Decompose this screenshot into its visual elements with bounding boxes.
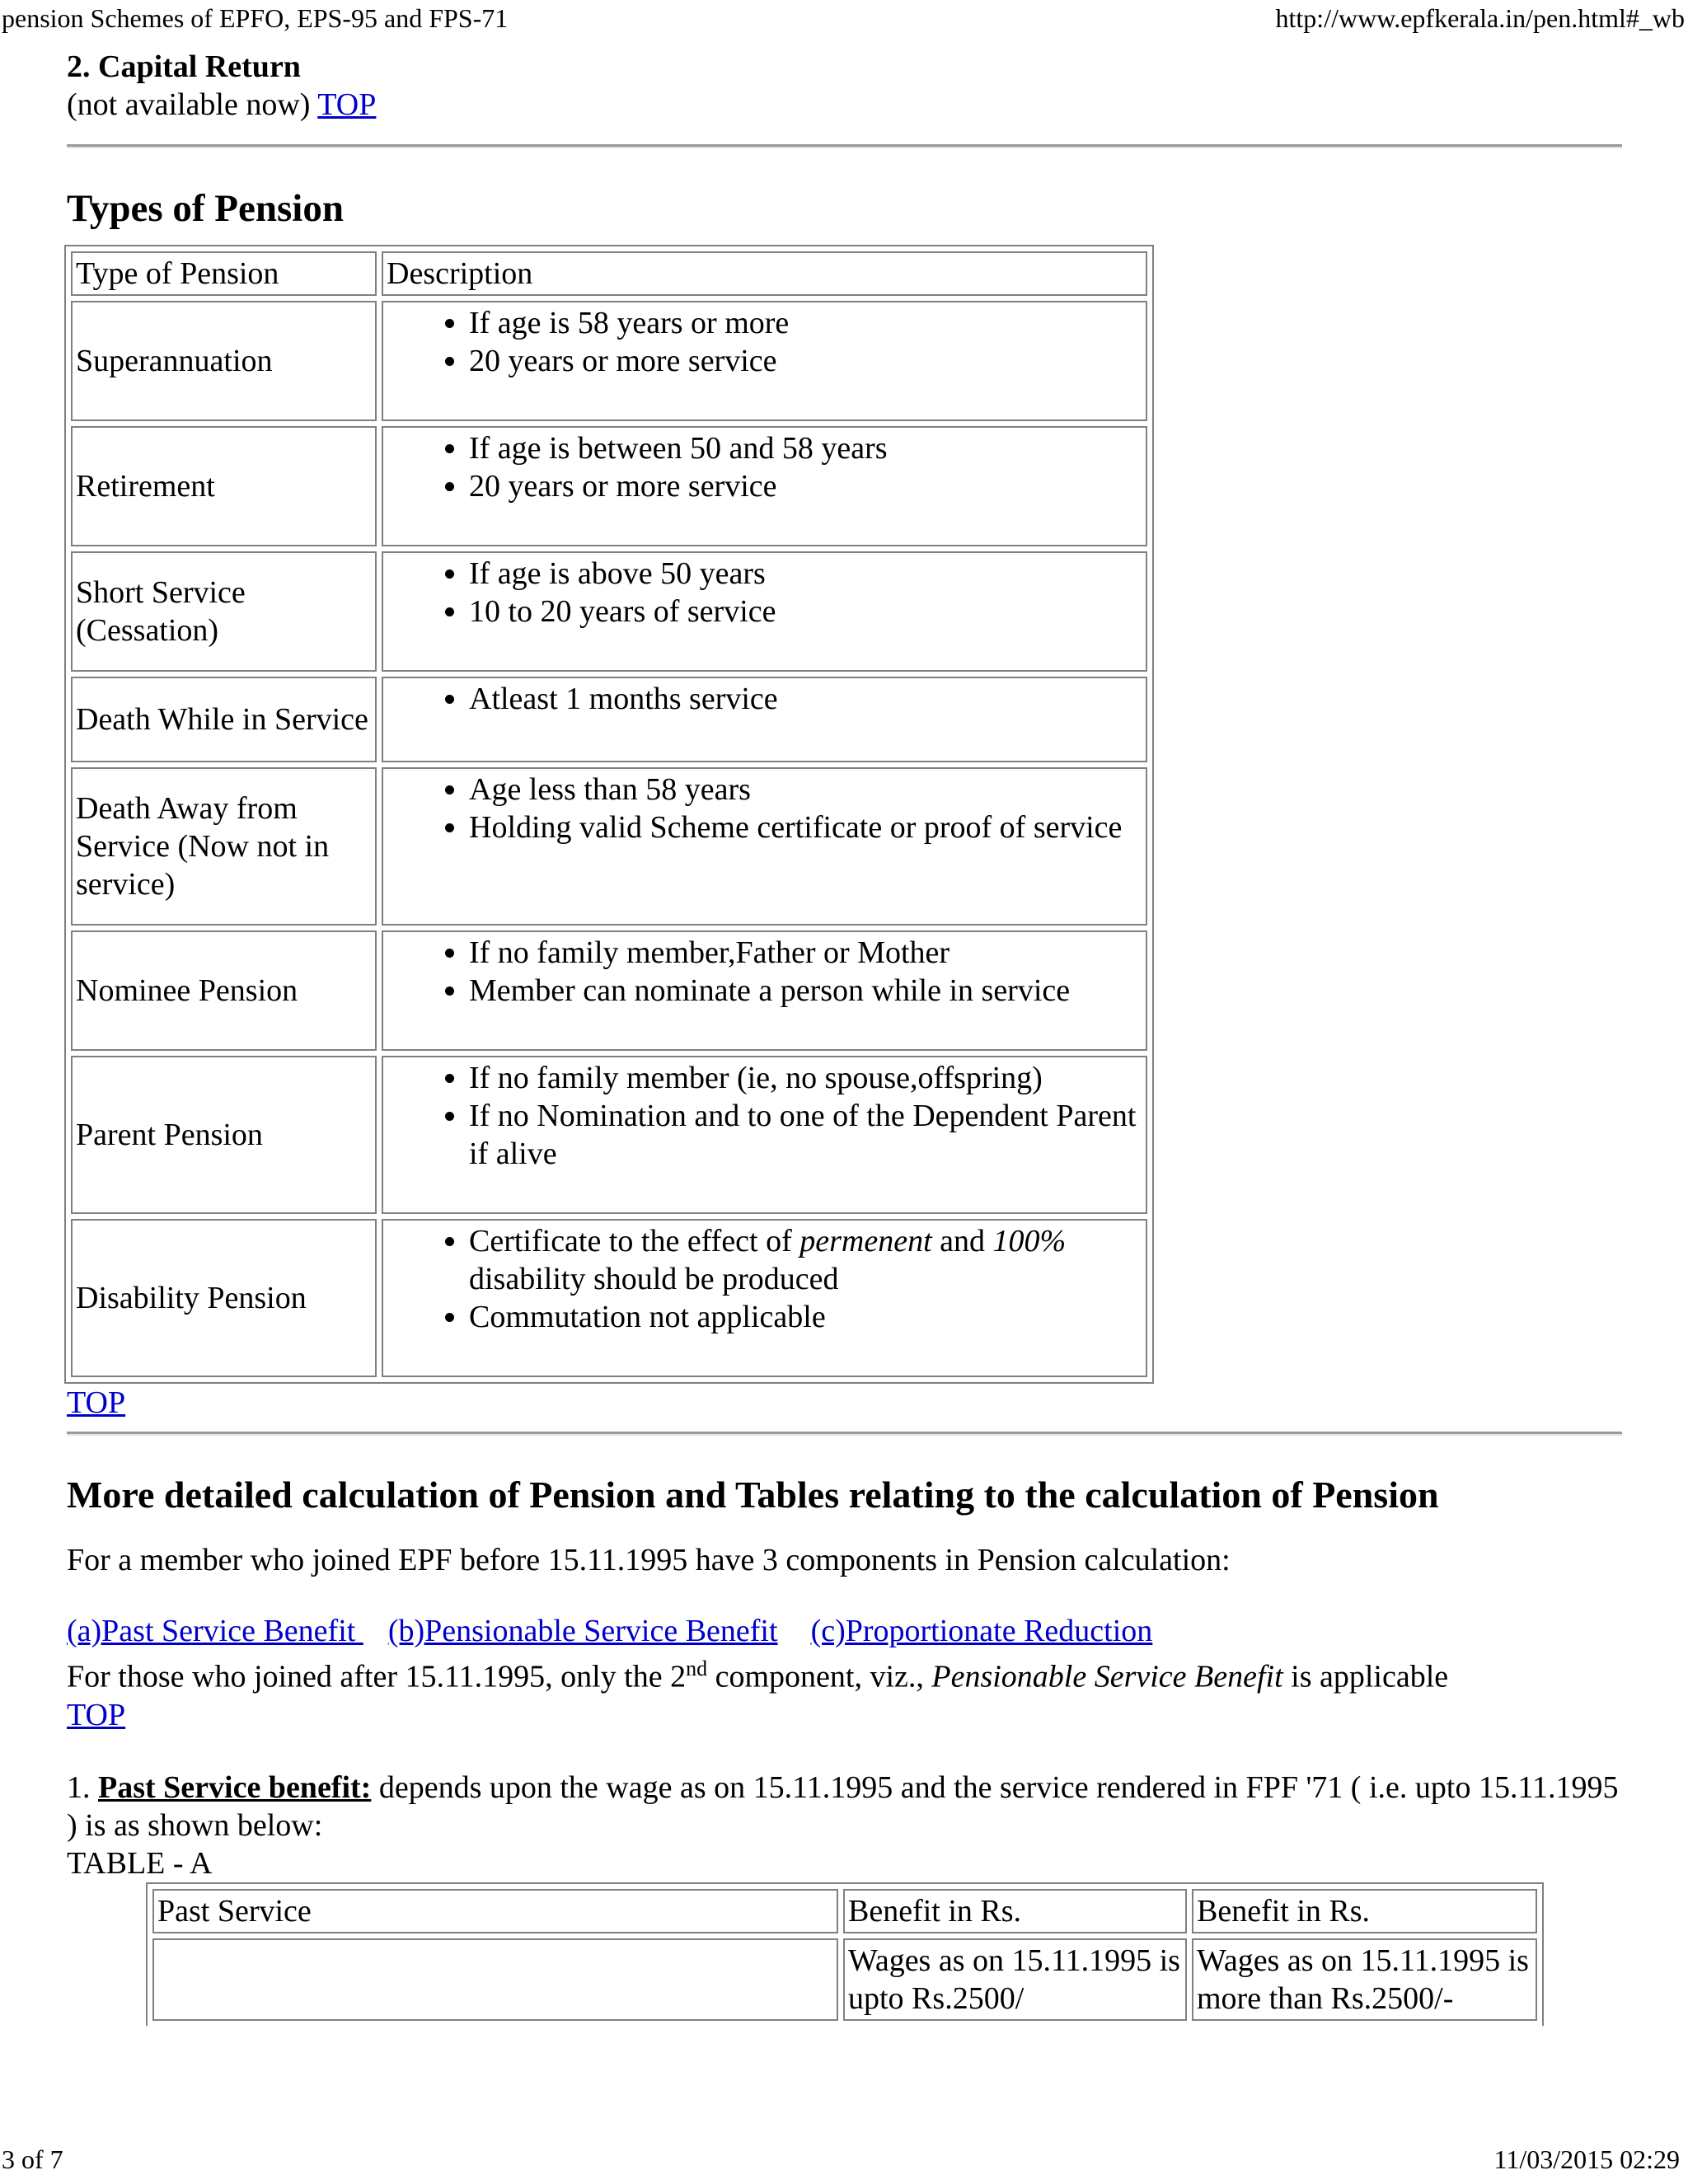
list-item: • 20 years or more service (469, 467, 1142, 505)
col-header-benefit: Benefit in Rs. (1192, 1889, 1537, 1933)
pension-type-cell: Disability Pension (71, 1219, 377, 1377)
table-cell (152, 1938, 838, 2021)
text-run: For those who joined after 15.11.1995, only the 2 (67, 1659, 687, 1694)
table-a (146, 1882, 1544, 2026)
pension-type-cell: Retirement (71, 426, 377, 546)
item-number: 1. (67, 1769, 98, 1805)
component-links (67, 1612, 1625, 1650)
print-header-title: pension Schemes of EPFO, EPS-95 and FPS-71 (2, 3, 509, 33)
table-header-row (152, 1889, 1537, 1933)
text-run: disability should be produced (469, 1262, 839, 1296)
list-item: • Holding valid Scheme certificate or proof of service (469, 808, 1142, 846)
table-row (71, 1056, 1147, 1214)
superscript: nd (686, 1657, 708, 1680)
table-row (71, 767, 1147, 926)
list-item (469, 1222, 1142, 1298)
list-item: • If no Nomination and to one of the Dependent Parent if alive (469, 1097, 1142, 1173)
table-a-label: TABLE - A (67, 1845, 213, 1881)
list-item: • Member can nominate a person while in service (469, 972, 1142, 1010)
col-header-type: Type of Pension (71, 251, 377, 296)
table-row (71, 301, 1147, 421)
table-row (71, 1219, 1147, 1377)
list-item: • 10 to 20 years of service (469, 593, 1142, 630)
emphasis-text: permenent (799, 1224, 932, 1258)
text-run: component, viz., (707, 1659, 932, 1694)
top-link[interactable]: TOP (67, 1385, 126, 1420)
list-item: • If no family member,Father or Mother (469, 934, 1142, 972)
list-item: • Atleast 1 months service (469, 680, 1142, 718)
page-content (67, 48, 1625, 2026)
past-service-paragraph (67, 1769, 1625, 1844)
list-item: • If age is between 50 and 58 years (469, 429, 1142, 467)
pension-type-cell: Parent Pension (71, 1056, 377, 1214)
description-cell (382, 677, 1147, 762)
col-header-benefit: Benefit in Rs. (843, 1889, 1187, 1933)
capital-return-note: (not available now) (67, 87, 311, 122)
description-cell (382, 1056, 1147, 1214)
pension-type-cell: Death Away from Service (Now not in service) (71, 767, 377, 926)
list-item: • If age is above 50 years (469, 555, 1142, 593)
past-service-label: Past Service benefit: (98, 1769, 372, 1805)
text-run: depends upon the wage as on 15.11.1995 and the service rendered in FPF '71 ( i.e. upto 15.11.1995 ) is as shown below: (67, 1769, 1619, 1843)
table-row (71, 426, 1147, 546)
table-row (71, 930, 1147, 1051)
description-cell (382, 301, 1147, 421)
description-cell (382, 551, 1147, 672)
text-run: and (931, 1224, 993, 1258)
table-cell: Wages as on 15.11.1995 is more than Rs.2500/- (1192, 1938, 1537, 2021)
description-cell (382, 930, 1147, 1051)
print-footer-datetime: 11/03/2015 02:29 (1493, 2144, 1680, 2174)
description-cell (382, 426, 1147, 546)
list-item: • Age less than 58 years (469, 771, 1142, 808)
top-link[interactable]: TOP (317, 87, 377, 122)
list-item: • If age is 58 years or more (469, 304, 1142, 342)
emphasis-text: 100% (992, 1224, 1067, 1258)
col-header-past-service: Past Service (152, 1889, 838, 1933)
table-cell: Wages as on 15.11.1995 is upto Rs.2500/ (843, 1938, 1187, 2021)
joined-after-note (67, 1650, 1625, 1696)
pension-type-cell: Superannuation (71, 301, 377, 421)
past-service-benefit-link[interactable]: (a)Past Service Benefit (67, 1614, 363, 1648)
types-of-pension-heading: Types of Pension (67, 187, 344, 230)
print-header-url: http://www.epfkerala.in/pen.html#_wb (1275, 3, 1685, 33)
table-row (71, 551, 1147, 672)
table-row (71, 677, 1147, 762)
table-row (152, 1938, 1537, 2021)
col-header-description: Description (382, 251, 1147, 296)
description-cell (382, 1219, 1147, 1377)
pensionable-service-benefit-link[interactable]: (b)Pensionable Service Benefit (387, 1614, 778, 1648)
pension-type-cell: Death While in Service (71, 677, 377, 762)
top-link-line (67, 1384, 1625, 1422)
emphasis-text: Pensionable Service Benefit (931, 1659, 1283, 1694)
capital-return-heading: 2. Capital Return (67, 49, 301, 84)
detailed-intro: For a member who joined EPF before 15.11.1995 have 3 components in Pension calculation: (67, 1543, 1231, 1577)
text-run: is applicable (1282, 1659, 1449, 1694)
types-of-pension-table (64, 245, 1154, 1384)
text-run: Certificate to the effect of (469, 1224, 800, 1258)
top-link[interactable]: TOP (67, 1697, 126, 1732)
list-item: • Commutation not applicable (469, 1298, 1142, 1336)
table-header-row (71, 251, 1147, 296)
description-cell (382, 767, 1147, 926)
capital-return-note-line (67, 86, 1625, 124)
list-item: • If no family member (ie, no spouse,offspring) (469, 1059, 1142, 1097)
detailed-heading: More detailed calculation of Pension and Tables relating to the calculation of Pension (67, 1474, 1439, 1516)
proportionate-reduction-link[interactable]: (c)Proportionate Reduction (810, 1614, 1153, 1648)
list-item: • 20 years or more service (469, 342, 1142, 380)
pension-type-cell: Short Service (Cessation) (71, 551, 377, 672)
pension-type-cell: Nominee Pension (71, 930, 377, 1051)
top-link-line (67, 1696, 1625, 1734)
print-footer-page: 3 of 7 (2, 2144, 63, 2174)
